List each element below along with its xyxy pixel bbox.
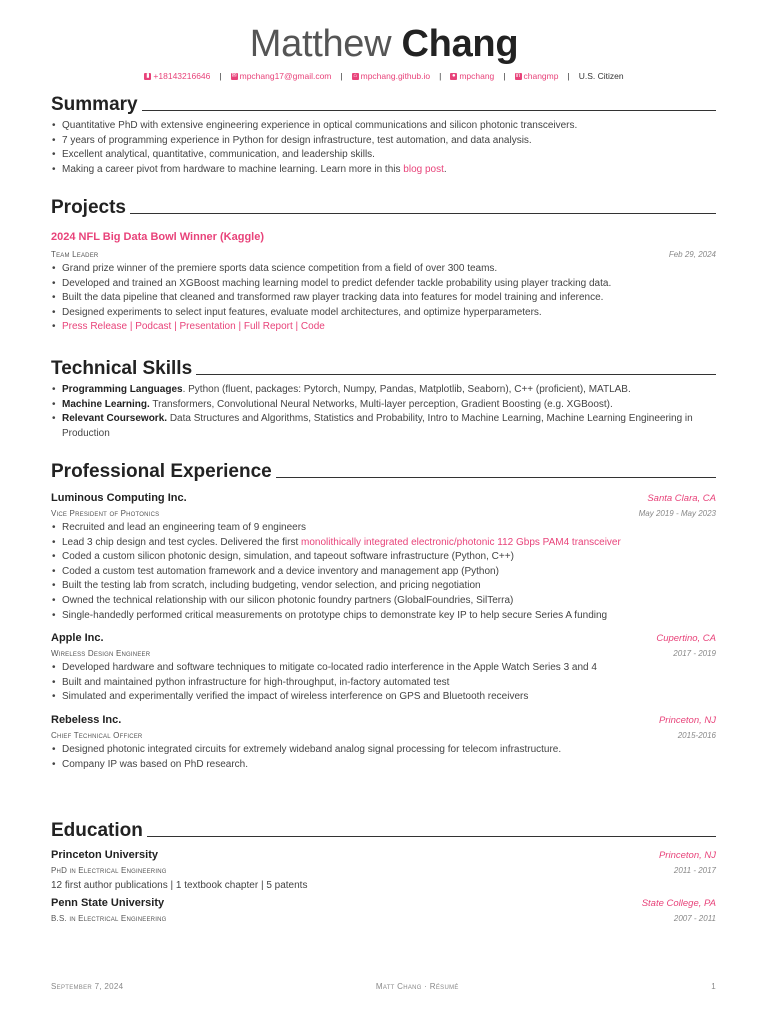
- job-location: Cupertino, CA: [656, 633, 716, 645]
- skills-list: [51, 383, 716, 441]
- list-item: • Excellent analytical, quantitative, communication, and leadership skills.: [51, 148, 716, 163]
- list-item: • Designed experiments to select input features, evaluate model architectures, and optimize hyperparameters.: [51, 306, 716, 321]
- contact-bar: ▮ +18143216646 | ✉ mpchang17@gmail.com | ⌂ mpchang.github.io | ● mpchang | in changmp | U.S. Citizen: [146, 71, 624, 81]
- company-name: Apple Inc.: [51, 632, 104, 645]
- projects-section: [51, 197, 716, 335]
- contact-linkedin[interactable]: in changmp: [515, 71, 559, 81]
- degree: PhD in Electrical Engineering: [51, 866, 167, 875]
- job-date: 2017 - 2019: [673, 649, 716, 659]
- citizenship: U.S. Citizen: [578, 71, 624, 81]
- list-item: • Company IP was based on PhD research.: [51, 758, 716, 773]
- page-number: 1: [711, 982, 716, 991]
- job-date: May 2019 - May 2023: [638, 509, 716, 518]
- job-entry: [51, 492, 716, 623]
- full-report-link[interactable]: Full Report: [243, 321, 293, 333]
- school-date: 2011 - 2017: [673, 866, 716, 875]
- code-link[interactable]: Code: [300, 321, 325, 333]
- list-item: • Built the testing lab from scratch, including budgeting, vendor selection, and pricing negotiation: [51, 579, 716, 594]
- contact-phone[interactable]: ▮ +18143216646: [146, 71, 211, 81]
- skills-heading: Technical Skills: [51, 358, 193, 379]
- podcast-link[interactable]: Podcast: [135, 321, 172, 333]
- job-location: Santa Clara, CA: [647, 493, 716, 504]
- last-name: Chang: [401, 23, 519, 65]
- list-item: • Grand prize winner of the premiere sports data science competition from a field of over 300 teams.: [51, 262, 716, 277]
- school-location: State College, PA: [641, 898, 716, 909]
- footer-title: Matt Chang · Résumé: [375, 982, 459, 991]
- list-item: • Relevant Coursework. Data Structures and Algorithms, Statistics and Probability, Intro to Machine Learning, Machine Learning Engineering in Production: [51, 412, 716, 441]
- contact-github[interactable]: ● mpchang: [452, 71, 495, 81]
- project-date: Feb 29, 2024: [668, 250, 716, 259]
- list-item: • Coded a custom silicon photonic design, simulation, and tapeout software infrastructure (Python, C++): [51, 550, 716, 565]
- list-item: • Developed and trained an XGBoost maching learning model to predict defender tackle probability using player tracking data.: [51, 277, 716, 292]
- list-item: • Single-handedly performed critical measurements on prototype chips to demonstrate key IP to help secure Series A funding: [51, 609, 716, 624]
- list-item: • Built the data pipeline that cleaned and transformed raw player tracking data into features for model training and inference.: [51, 291, 716, 306]
- school-note: 12 first author publications | 1 textbook chapter | 5 patents: [51, 880, 308, 891]
- resume-header: [0, 0, 768, 81]
- summary-section: [51, 94, 716, 177]
- school-date: 2007 - 2011: [673, 914, 716, 923]
- contact-website[interactable]: ⌂ mpchang.github.io: [353, 71, 431, 81]
- linkedin-icon: in: [515, 72, 521, 79]
- project-title: 2024 NFL Big Data Bowl Winner (Kaggle): [51, 231, 265, 243]
- experience-section: [51, 461, 716, 772]
- project-links: • Press Release | Podcast | Presentation | Full Report | Code: [51, 320, 716, 335]
- list-item: • Owned the technical relationship with our silicon photonic foundry partners (GlobalFoundries, SilTerra): [51, 594, 716, 609]
- company-name: Luminous Computing Inc.: [51, 492, 187, 504]
- project-list: [51, 262, 716, 335]
- list-item: • Programming Languages. Python (fluent, packages: Pytorch, Numpy, Pandas, Matplotlib, Seaborn), C++ (proficient), MATLAB.: [51, 383, 716, 398]
- project-role: Team Leader: [51, 250, 99, 259]
- list-item: • 7 years of programming experience in Python for design infrastructure, test automation, and data analysis.: [51, 134, 716, 149]
- list-item: • Simulated and experimentally verified the impact of wireless interference on GPS and Bluetooth receivers: [51, 690, 716, 705]
- education-section: [51, 820, 716, 923]
- press-release-link[interactable]: Press Release: [62, 321, 128, 333]
- phone-icon: ▮: [146, 72, 150, 79]
- page-footer: [51, 982, 716, 991]
- job-entry: [51, 632, 716, 705]
- first-name: Matthew: [249, 23, 392, 65]
- home-icon: ⌂: [353, 72, 357, 79]
- blog-post-link[interactable]: blog post: [403, 163, 444, 175]
- list-item: • Built and maintained python infrastructure for high-throughput, in-factory automated test: [51, 676, 716, 691]
- github-icon: ●: [452, 72, 456, 79]
- job-date: 2015-2016: [677, 730, 716, 740]
- section-divider: [196, 374, 716, 375]
- list-item: • Machine Learning. Transformers, Convolutional Neural Networks, Multi-layer perception, Gradient Boosting (e.g. XGBoost).: [51, 398, 716, 413]
- candidate-name: [0, 22, 768, 66]
- school-entry: [51, 897, 716, 923]
- list-item: • Making a career pivot from hardware to machine learning. Learn more in this blog post.: [51, 163, 716, 178]
- school-name: Penn State University: [51, 897, 165, 909]
- skills-section: [51, 358, 716, 441]
- list-item: • Coded a custom test automation framework and a device inventory and management app (Python): [51, 565, 716, 580]
- company-name: Rebeless Inc.: [51, 713, 122, 726]
- job-role: Vice President of Photonics: [51, 509, 160, 518]
- school-entry: [51, 849, 716, 893]
- experience-heading: Professional Experience: [51, 461, 272, 482]
- list-item: • Developed hardware and software techniques to mitigate co-located radio interference in the Apple Watch Series 3 and 4: [51, 661, 716, 676]
- section-divider: [130, 213, 716, 214]
- section-divider: [142, 110, 716, 111]
- list-item: • Lead 3 chip design and test cycles. Delivered the first monolithically integrated electronic/photonic 112 Gbps PAM4 transceiver: [51, 536, 716, 551]
- job-role: Wireless Design Engineer: [51, 649, 151, 659]
- job-entry: [51, 714, 716, 772]
- email-icon: ✉: [231, 72, 237, 79]
- education-heading: Education: [51, 820, 143, 841]
- job-role: Chief Technical Officer: [51, 730, 143, 740]
- section-divider: [147, 836, 716, 837]
- summary-list: [51, 119, 716, 177]
- presentation-link[interactable]: Presentation: [179, 321, 236, 333]
- list-item: • Quantitative PhD with extensive engineering experience in optical communications and silicon photonic transceivers.: [51, 119, 716, 134]
- projects-heading: Projects: [51, 197, 126, 218]
- school-name: Princeton University: [51, 849, 158, 861]
- degree: B.S. in Electrical Engineering: [51, 914, 167, 923]
- list-item: • Recruited and lead an engineering team of 9 engineers: [51, 521, 716, 536]
- list-item: • Designed photonic integrated circuits for extremely wideband analog signal processing for telecom infrastructure.: [51, 743, 716, 758]
- transceiver-link[interactable]: monolithically integrated electronic/photonic 112 Gbps PAM4 transceiver: [301, 536, 621, 548]
- section-divider: [276, 477, 716, 478]
- school-location: Princeton, NJ: [658, 850, 716, 861]
- contact-email[interactable]: ✉ mpchang17@gmail.com: [231, 71, 332, 81]
- job-location: Princeton, NJ: [658, 714, 716, 726]
- summary-heading: Summary: [51, 94, 138, 115]
- footer-date: September 7, 2024: [51, 982, 124, 991]
